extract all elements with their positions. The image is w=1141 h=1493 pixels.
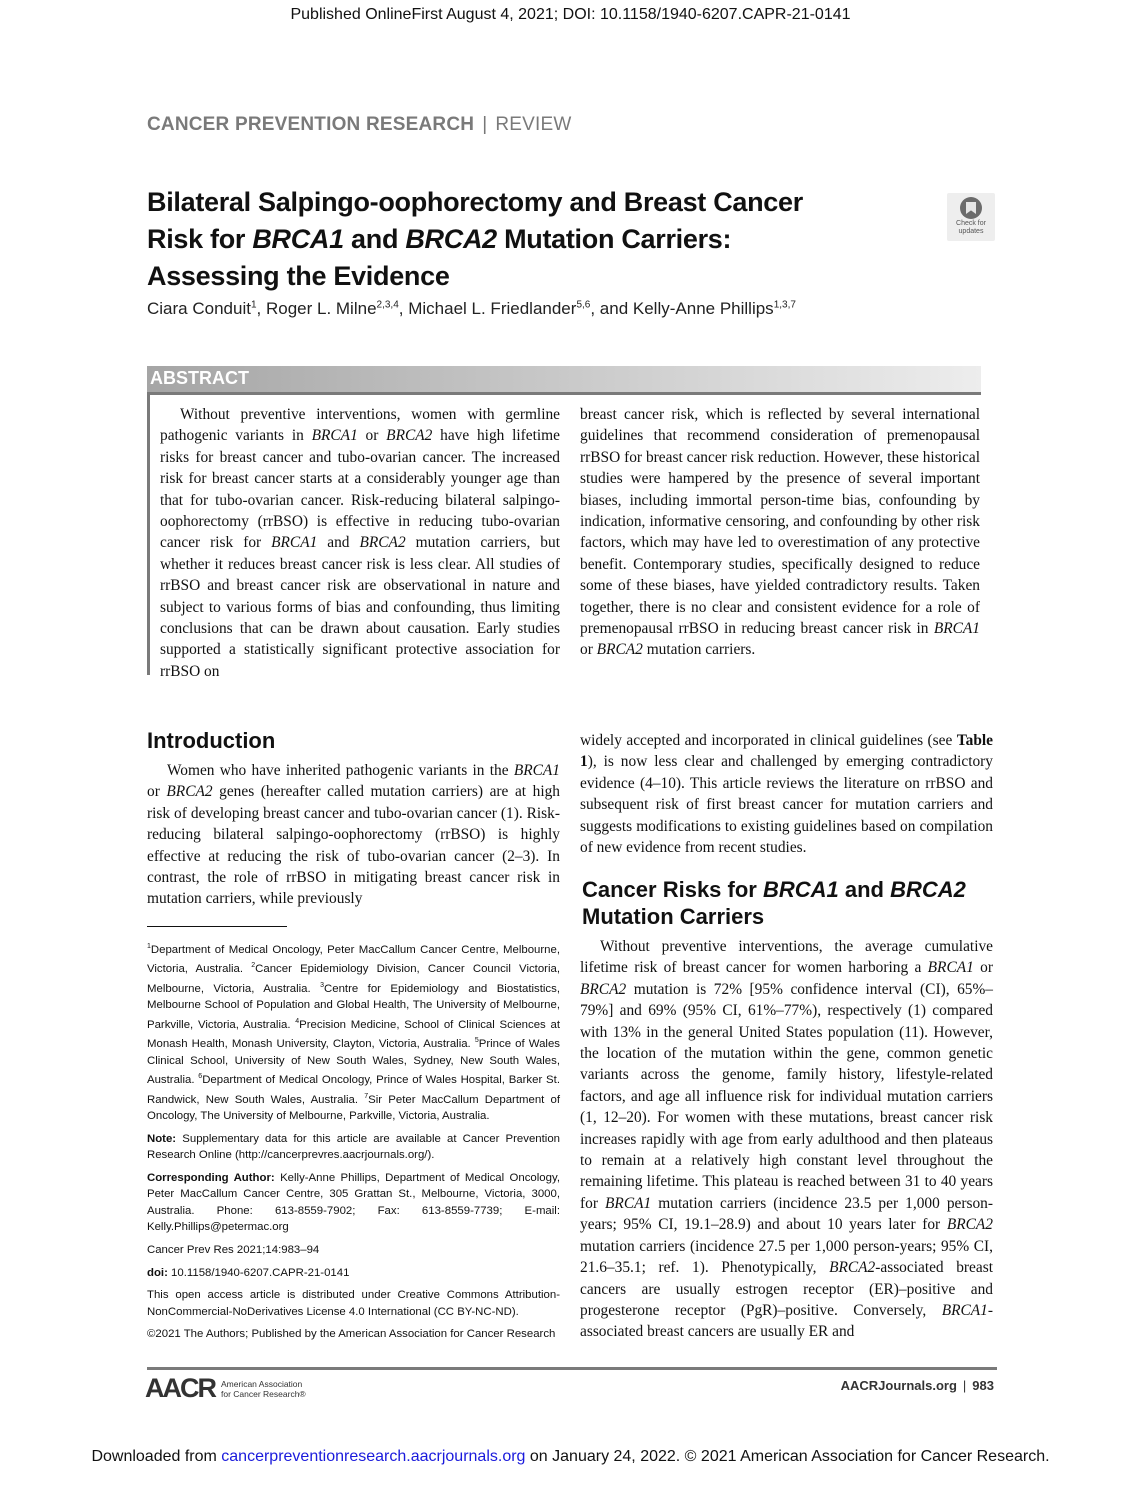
aacr-logo-mark: AACR [145, 1373, 215, 1403]
abstract-heading: ABSTRACT [150, 368, 249, 388]
text: breast cancer risk, which is reflected by several international guidelines that recommend consideration of premenopausal rrBSO for breast cancer risk reduction. However, these historical studies were hampered by the presence of several important biases, including immortal person-time bias, confounding by indication, informative censoring, and confounding by other risk factors, which may have led to overestimation of any protective benefit. Contemporary studies, specifically designed to reduce some of these biases, have yielded contradictory results. Taken together, there is no clear and consistent evidence for a role of premenopausal rrBSO in reducing breast cancer risk in [580, 406, 980, 638]
heading-line-1 [582, 876, 966, 903]
text: mutation carriers (incidence 27.5 per 1,000 person-years; 95% CI, 21.6–35.1; ref. 1). Phenotypically, [580, 1237, 993, 1277]
page-number: 983 [972, 1378, 994, 1393]
introduction-heading: Introduction [147, 728, 276, 753]
text: Without preventive interventions, the average cumulative lifetime risk of breast cancer for women harboring a [580, 938, 993, 977]
abstract-paragraph [160, 404, 560, 682]
gene: BRCA1 [271, 534, 318, 552]
download-notice [0, 1448, 1141, 1466]
title-line-3: Assessing the Evidence [147, 261, 450, 291]
heading-line-2: Mutation Carriers [582, 904, 765, 929]
aacr-logo-name [221, 1379, 306, 1399]
abstract-left-column [160, 404, 560, 682]
text: or [580, 641, 597, 659]
check-for-updates-button[interactable] [947, 193, 995, 241]
aff-number: 6 [198, 1073, 203, 1081]
logo-line: for Cancer Research® [221, 1388, 306, 1399]
doi [147, 1265, 560, 1282]
text: genes (hereafter called mutation carriers) are at high risk of developing breast cancer and tubo-ovarian cancer (1). Risk-reducing bilateral salpingo-oophorectomy (rrBSO) is highly effective at reducing the risk of tubo-ovarian cancer (2–3). In contrast, the role of rrBSO in mitigating breast cancer risk in mutation carriers, while previously [147, 783, 561, 908]
gene: BRCA2 [946, 1216, 993, 1234]
text: on January 24, 2022. © 2021 American Association for Cancer Research. [525, 1448, 1050, 1465]
text: mutation carriers. [642, 641, 756, 659]
author-name: Ciara Conduit [147, 299, 251, 318]
journal-separator: | [482, 114, 488, 135]
author-name: Roger L. Milne [265, 299, 377, 318]
page-reference [841, 1378, 994, 1393]
text: mutation is 72% [95% confidence interval (CI), 65%–79%] and 69% (95% CI, 61%–77%), respectively (1) compared with 13% in the general United States population (11). However, the location of the mutation within the gene, common genetic variants across the genome, family history, lifestyle-related factors, and age all influence risk for individual mutation carriers (1, 12–20). For women with these mutations, breast cancer risk increases rapidly with age from early adulthood and then plateaus to remain at a relatively high constant level throughout the remaining lifetime. This plateau is reached between 31 to 40 years for [580, 980, 993, 1212]
text: or [973, 959, 993, 977]
aff-text: Sir Peter MacCallum Department of Oncology, The University of Melbourne, Parkville, Victoria, Australia. [147, 1093, 560, 1122]
author-separator: , [256, 299, 266, 318]
title-text: Risk for [147, 224, 253, 254]
gene: BRCA1 [311, 427, 358, 445]
corr-label: Corresponding Author: [147, 1171, 275, 1184]
license: This open access article is distributed under Creative Commons Attribution-NonCommercial-NoDerivatives License 4.0 International (CC BY-NC-ND). [147, 1289, 560, 1318]
text: -associated breast cancers are usually estrogen receptor (ER)–positive and progesterone receptor (PgR)–positive. Conversely, [580, 1259, 993, 1319]
body-paragraph [580, 936, 993, 1343]
text: mutation carriers, but whether it reduces breast cancer risk is less clear. All studies of rrBSO and breast cancer risk are observational in nature and subject to various forms of bias and confounding, thus limiting conclusions that can be drawn about causation. Early studies supported a statistically significant protective association for rrBSO on [160, 534, 560, 680]
doi-link[interactable]: 10.1158/1940-6207.CAPR-21-0141 [167, 1266, 350, 1279]
article-section: REVIEW [495, 114, 572, 135]
gene: BRCA2 [829, 1259, 876, 1277]
text: -associated breast cancers are usually ER and [580, 1301, 993, 1341]
abstract-heading-bar [147, 366, 981, 395]
aff-number: 1 [147, 943, 151, 950]
table-1-link[interactable]: Table 1 [580, 732, 993, 771]
bookmark-circle-icon [960, 197, 982, 219]
abstract-side-rule [147, 395, 150, 675]
introduction-right-column [580, 730, 993, 858]
affiliations [147, 939, 560, 1125]
aff-text: Department of Medical Oncology, Peter MacCallum Cancer Centre, Melbourne, Victoria, Australia. [147, 943, 560, 976]
text: mutation carriers (incidence 23.5 per 1,000 person-years; 95% CI, 19.1–28.9) and about 10 years later for [580, 1194, 994, 1234]
aff-number: 3 [320, 981, 325, 989]
gene: BRCA2 [359, 534, 406, 552]
citation: Cancer Prev Res 2021;14:983–94 [147, 1244, 320, 1257]
aff-number: 5 [474, 1037, 479, 1045]
aff-text: Prince of Wales Clinical School, University of New South Wales, Sydney, New South Wales, Australia. [147, 1037, 560, 1086]
check-updates-label-2: updates [958, 228, 984, 235]
author-affiliation: 1,3,7 [773, 299, 796, 311]
author-separator: , and [590, 299, 633, 318]
gene: BRCA1 [933, 620, 980, 638]
footnotes [147, 939, 560, 1349]
text: or [147, 783, 167, 801]
journal-name: CANCER PREVENTION RESEARCH [147, 114, 475, 135]
separator: | [962, 1378, 967, 1393]
note-text[interactable]: Supplementary data for this article are available at Cancer Prevention Research Online (http://cancerprevres.aacrjournals.org/). [147, 1132, 560, 1162]
corresponding-author [147, 1170, 560, 1236]
title-text: Mutation Carriers: [496, 224, 732, 254]
cancer-risks-body [580, 936, 993, 1343]
text: Downloaded from [91, 1448, 222, 1465]
gene: BRCA1 [513, 762, 560, 779]
body-paragraph [580, 730, 993, 858]
abstract-right-column [580, 404, 980, 661]
title-gene: BRCA2 [405, 224, 497, 254]
author-affiliation: 5,6 [576, 299, 591, 311]
text: ), is now less clear and challenged by emerging contradictory evidence (4–10). This article reviews the literature on rrBSO and subsequent risk of first breast cancer for mutation carriers and suggests modifications to existing guidelines based on compilation of new evidence from recent studies. [580, 753, 993, 857]
text: and [838, 877, 891, 902]
title-text: and [343, 224, 406, 254]
gene: BRCA1 [605, 1194, 652, 1212]
aff-text: Precision Medicine, School of Clinical Sciences at Monash Health, Monash University, Clayton, Victoria, Australia. [147, 1018, 560, 1050]
journal-header [147, 114, 571, 136]
gene: BRCA2 [580, 980, 627, 998]
doi-label: doi: [147, 1266, 168, 1279]
gene: BRCA1 [927, 959, 974, 977]
corr-text[interactable]: Kelly-Anne Phillips, Department of Medical Oncology, Peter MacCallum Cancer Centre, 305 Grattan St., Melbourne, Victoria, 3000, Australia. Phone: 613-8559-7902; Fax: 613-8559-7739; E-mail: Kelly.Phillips@petermac.org [147, 1171, 560, 1234]
published-online-banner: Published OnlineFirst August 4, 2021; DOI: 10.1158/1940-6207.CAPR-21-0141 [290, 6, 851, 23]
footnote-divider [147, 926, 287, 927]
gene: BRCA2 [890, 877, 966, 902]
author-affiliation: 2,3,4 [376, 299, 399, 311]
author-name: Michael L. Friedlander [408, 299, 577, 318]
aacr-logo [145, 1373, 306, 1404]
title-line-1: Bilateral Salpingo-oophorectomy and Breast Cancer [147, 187, 803, 217]
gene: BRCA2 [166, 783, 213, 801]
author-name: Kelly-Anne Phillips [632, 299, 774, 318]
text: and [317, 534, 360, 552]
text: Without preventive interventions, women with germline pathogenic variants in [160, 406, 560, 445]
aff-text: Department of Medical Oncology, Prince of Wales Hospital, Barker St. Randwick, New South Wales, Australia. [147, 1073, 560, 1106]
aff-text: Cancer Epidemiology Division, Cancer Council Victoria, Melbourne, Victoria, Australia. [147, 963, 561, 995]
author-separator: , [398, 299, 409, 318]
text: Women who have inherited pathogenic variants in the [167, 762, 514, 779]
introduction-left-column [147, 760, 560, 910]
copyright: ©2021 The Authors; Published by the American Association for Cancer Research [147, 1328, 556, 1341]
text: or [357, 427, 387, 445]
aff-number: 7 [364, 1092, 369, 1100]
aff-text: Centre for Epidemiology and Biostatistics, Melbourne School of Population and Global Health, The University of Melbourne, Parkville, Victoria, Australia. [147, 982, 560, 1031]
gene: BRCA1 [941, 1301, 988, 1319]
body-paragraph [147, 760, 560, 910]
download-source-link[interactable]: cancerpreventionresearch.aacrjournals.org [221, 1448, 526, 1465]
aff-number: 4 [295, 1017, 300, 1025]
gene: BRCA2 [596, 641, 643, 659]
note-label: Note: [147, 1132, 177, 1145]
title-line-2 [147, 221, 887, 258]
logo-line: American Association [221, 1378, 303, 1389]
article-title [147, 184, 887, 295]
text: widely accepted and incorporated in clinical guidelines (see [580, 732, 957, 749]
author-list [147, 299, 796, 319]
text: have high lifetime risks for breast cancer and tubo-ovarian cancer. The increased risk for breast cancer starts at a considerably younger age than that for tubo-ovarian cancer. Risk-reducing bilateral salpingo-oophorectomy (rrBSO) is effective in reducing tubo-ovarian cancer risk for [160, 427, 560, 552]
text: Cancer Risks for [582, 877, 763, 902]
gene: BRCA1 [762, 877, 839, 902]
author-affiliation: 1 [250, 299, 257, 311]
journal-site-link[interactable]: AACRJournals.org [840, 1378, 957, 1393]
abstract-paragraph [580, 404, 980, 661]
aff-number: 2 [251, 962, 256, 970]
gene: BRCA2 [386, 427, 433, 445]
supplementary-note [147, 1131, 560, 1164]
footer-divider [147, 1367, 997, 1370]
title-gene: BRCA1 [252, 224, 344, 254]
cancer-risks-heading [582, 876, 966, 930]
check-updates-label-1: Check for [956, 220, 986, 227]
